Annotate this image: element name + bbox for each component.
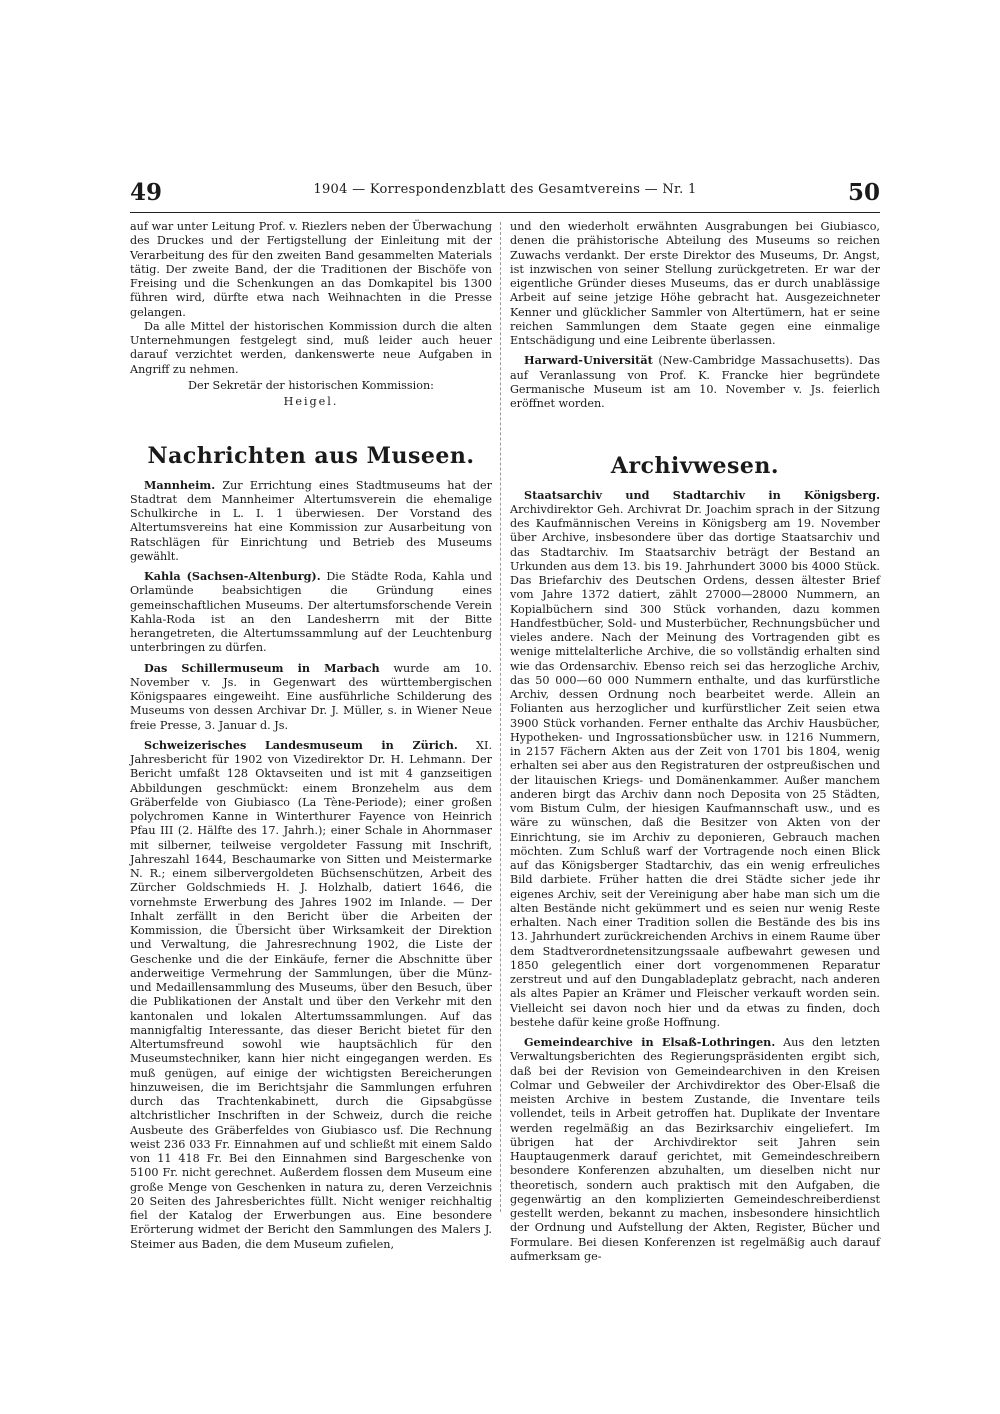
column-divider	[500, 222, 501, 1212]
entry-lead: Gemeindearchive in Elsaß-Lothringen.	[524, 1035, 776, 1049]
section-title-museums: Nachrichten aus Museen.	[147, 443, 475, 470]
entry-landesmuseum-zuerich	[130, 738, 492, 1252]
entry-harvard	[510, 353, 880, 411]
entry-elsass-lothringen	[510, 1035, 880, 1264]
entry-lead: Staatsarchiv und Stadtarchiv in Königsberg.	[524, 487, 880, 502]
page-number-left: 49	[130, 179, 163, 206]
page-header	[130, 176, 880, 210]
paragraph: und den wiederholt erwähnten Ausgrabungen bei Giubiasco, denen die prähistorische Abteilung des Museums so reichen Zuwachs verdankt. Der erste Direktor des Museums, Dr. Angst, ist inzwischen von seiner Stellung zurückgetreten. Er war der eigentliche Gründer dieses Museums, das er durch unablässige Arbeit auf seine jetzige Höhe gebracht hat. Ausgezeichneter Kenner und glücklicher Sammler von Altertümern, hat er seine reichen Sammlungen dem Staate gegen eine einmalige Entschädigung und eine Leibrente überlassen.	[510, 220, 880, 347]
header-rule	[130, 212, 880, 213]
entry-lead: Das Schillermuseum in Marbach	[144, 660, 380, 675]
entry-text: Archivdirektor Geh. Archivrat Dr. Joachim sprach in der Sitzung des Kaufmännischen Vereins in Königsberg am 19. November über Archive, insbesondere über das dortige Staatsarchiv und das Stadtarchiv. Im Staatsarchiv beträgt der Bestand an Urkunden aus dem 13. bis 19. Jahrhundert 3000 bis 4000 Stück. Das Briefarchiv des Deutschen Ordens, dessen ältester Brief vom Jahre 1372 datiert, zählt 27000—28000 Nummern, an Kopialbüchern sind 300 Stück vorhanden, dazu kommen Handfestbücher, Sold- und Musterbücher, Rechnungsbücher und vieles andere. Nach der Meinung des Vortragenden gibt es wenige mittelalterliche Archive, die so vollständig erhalten sind wie das Ordensarchiv. Ebenso reich sei das herzogliche Archiv, das 50 000—60 000 Nummern enthalte, und das kurfürstliche Archiv, dessen Ordnung noch bearbeitet werde. Allein an Folianten aus herzoglicher und kurfürstlicher Zeit seien etwa 3900 Stück vorhanden. Ferner enthalte das Archiv Hausbücher, Hypotheken- und Ingrossationsbücher usw. in 1216 Nummern, in 2157 Fächern Akten aus der Zeit von 1701 bis 1804, wenig erhalten sei aber aus den Registraturen der ostpreußischen und der litauischen Kriegs- und Domänenkammer. Außer manchem anderen birgt das Archiv dann noch Deposita von 25 Städten, vom Bistum Culm, der hiesigen Kaufmannschaft usw., und es wäre zu wünschen, daß die Besitzer von Akten von der Einrichtung, sie im Archiv zu deponieren, Gebrauch machen möchten. Zum Schluß warf der Vortragende noch einen Blick auf das Königsberger Stadtarchiv, das ein wenig erfreuliches Bild darbiete. Früher hatten die drei Städte sicher jede ihr eigenes Archiv, seit der Vereinigung aber habe man sich um die alten Bestände nicht gekümmert und es seien nur wenig Reste erhalten. Nach einer Tradition sollen die Bestände des bis ins 13. Jahrhundert zurückreichenden Archivs in einem Raume über dem Stadtverordnetensitzungssaale aufbewahrt gewesen und 1850 gelegentlich einer dort vorgenommenen Reparatur zerstreut und auf den Dungabladeplatz gebracht, nach anderen als altes Papier an Krämer und Fleischer verkauft worden sein. Vielleicht sei davon noch hier und da etwas zu finden, doch bestehe dafür keine große Hoffnung.	[510, 502, 880, 1029]
page-number-right: 50	[847, 179, 880, 206]
entry-lead: Schweizerisches Landesmuseum in Zürich.	[144, 737, 458, 752]
right-column	[510, 220, 880, 1264]
section-title-archives: Archivwesen.	[610, 453, 780, 480]
entry-text: (New-Cambridge Massachusetts). Das auf Veranlassung von Prof. K. Francke hier begründete Germanische Museum ist am 10. November v. Js. feierlich eröffnet worden.	[510, 354, 880, 410]
entry-schillermuseum	[130, 661, 492, 733]
paragraph: auf war unter Leitung Prof. v. Riezlers neben der Überwachung des Druckes und der Fertigstellung der Einleitung mit der Verarbeitung des für den zweiten Band gesammelten Materials tätig. Der zweite Band, der die Traditionen der Bischöfe von Freising und die Schenkungen an das Domkapitel bis 1300 führen wird, dürfte etwa nach Weihnachten in die Presse gelangen.	[130, 220, 492, 319]
signature-name: Heigel.	[283, 395, 339, 408]
entry-text: wurde am 10. November v. Js. in Gegenwart des württembergischen Königspaares eingeweiht. Eine ausführliche Schilderung des Museums von dessen Archivar Dr. J. Müller, s. in Wiener Neue freie Presse, 3. Januar d. Js.	[130, 661, 492, 732]
entry-lead: Mannheim.	[144, 477, 216, 492]
entry-kahla	[130, 569, 492, 656]
entry-koenigsberg	[510, 488, 880, 1031]
entry-lead: Harward-Universität	[524, 353, 653, 368]
entry-text: XI. Jahresbericht für 1902 von Vizedirektor Dr. H. Lehmann. Der Bericht umfaßt 128 Oktavseiten und ist mit 4 ganzseitigen Abbildungen geschmückt: einem Bronzehelm aus dem Gräberfelde von Giubiasco (La Tène-Periode); einer großen polychromen Kanne in Winterthurer Fayence von Heinrich Pfau III (2. Hälfte des 17. Jahrh.); einer Schale in Ahornmaser mit silberner, teilweise vergoldeter Fassung mit Inschrift, Jahreszahl 1644, Beschaumarke von Sitten und Meistermarke N. R.; einem silbervergoldeten Büchsenschützen, Arbeit des Zürcher Goldschmieds H. J. Holzhalb, datiert 1646, die vornehmste Erwerbung des Jahres 1902 im Inlande. — Der Inhalt zerfällt in den Bericht über die Arbeiten der Kommission, die Übersicht über Wirksamkeit der Direktion und Verwaltung, die Jahresrechnung 1902, die Liste der Geschenke und die der Einkäufe, ferner die Abschnitte über anderweitige Vermehrung der Sammlungen, über die Münz- und Medaillensammlung des Museums, über den Besuch, über die Publikationen der Anstalt und über den Verkehr mit den kantonalen und lokalen Altertumssammlungen. Auf das mannigfaltig Interessante, das dieser Bericht bietet für den Altertumsfreund sowohl wie hauptsächlich für den Museumstechniker, kann hier nicht eingegangen werden. Es muß genügen, auf einige der wichtigsten Bereicherungen hinzuweisen, die im Berichtsjahr die Sammlungen erfuhren durch das Trachtenkabinett, durch die Gipsabgüsse altchristlicher Inschriften in der Schweiz, durch die reiche Ausbeute des Gräberfeldes von Giubiasco usf. Die Rechnung weist 236 033 Fr. Einnahmen auf und schließt mit einem Saldo von 11 418 Fr. Bei den Einnahmen sind Bargeschenke von 5100 Fr. nicht gerechnet. Außerdem flossen dem Museum eine große Menge von Geschenken in natura zu, deren Verzeichnis 20 Seiten des Jahresberichtes füllt. Nicht weniger reichhaltig fiel der Katalog der Erwerbungen aus. Eine besondere Erörterung widmet der Bericht den Sammlungen des Malers J. Steimer aus Baden, die dem Museum zufielen,	[130, 738, 492, 1251]
entry-mannheim	[130, 478, 492, 565]
left-column	[130, 220, 492, 1252]
running-head: 1904 — Korrespondenzblatt des Gesamtvereins — Nr. 1	[313, 182, 697, 197]
entry-text: Aus den letzten Verwaltungsberichten des Regierungspräsidenten ergibt sich, daß bei der Revision von Gemeindearchiven in den Kreisen Colmar und Gebweiler der Archivdirektor des Ober-Elsaß die meisten Archive in bestem Zustande, die Inventare teils vollendet, teils in Arbeit getroffen hat. Duplikate der Inventare werden regelmäßig an das Bezirksarchiv eingeliefert. Im übrigen hat der Archivdirektor seit Jahren sein Hauptaugenmerk darauf gerichtet, mit Gemeindeschreibern besondere Konferenzen abzuhalten, um dieselben nicht nur theoretisch, sondern auch praktisch mit den Aufgaben, die gegenwärtig an den komplizierten Gemeindeschreiberdienst gestellt werden, bekannt zu machen, insbesondere hinsichtlich der Ordnung und Aufstellung der Akten, Register, Bücher und Formulare. Bei diesen Konferenzen ist regelmäßig auch darauf aufmerksam ge-	[510, 1036, 880, 1263]
signature-role: Der Sekretär der historischen Kommission:	[188, 378, 434, 392]
entry-lead: Kahla (Sachsen-Altenburg).	[144, 569, 321, 583]
paragraph: Da alle Mittel der historischen Kommission durch die alten Unternehmungen festgelegt sind, muß leider auch heuer darauf verzichtet werden, dankenswerte neue Aufgaben in Angriff zu nehmen.	[130, 319, 492, 376]
entry-text: Die Städte Roda, Kahla und Orlamünde beabsichtigen die Gründung eines gemeinschaftlichen Museums. Der altertumsforschende Verein Kahla-Roda ist an den Landesherrn mit der Bitte herangetreten, die Altertumssammlung auf der Leuchtenburg unterbringen zu dürfen.	[130, 570, 492, 655]
entry-text: Zur Errichtung eines Stadtmuseums hat der Stadtrat dem Mannheimer Altertumsverein die ehemalige Schulkirche in L. I. 1 überwiesen. Der Vorstand des Altertumsvereins hat eine Kommission zur Ausarbeitung von Ratschlägen für Einrichtung und Betrieb des Museums gewählt.	[130, 478, 492, 563]
